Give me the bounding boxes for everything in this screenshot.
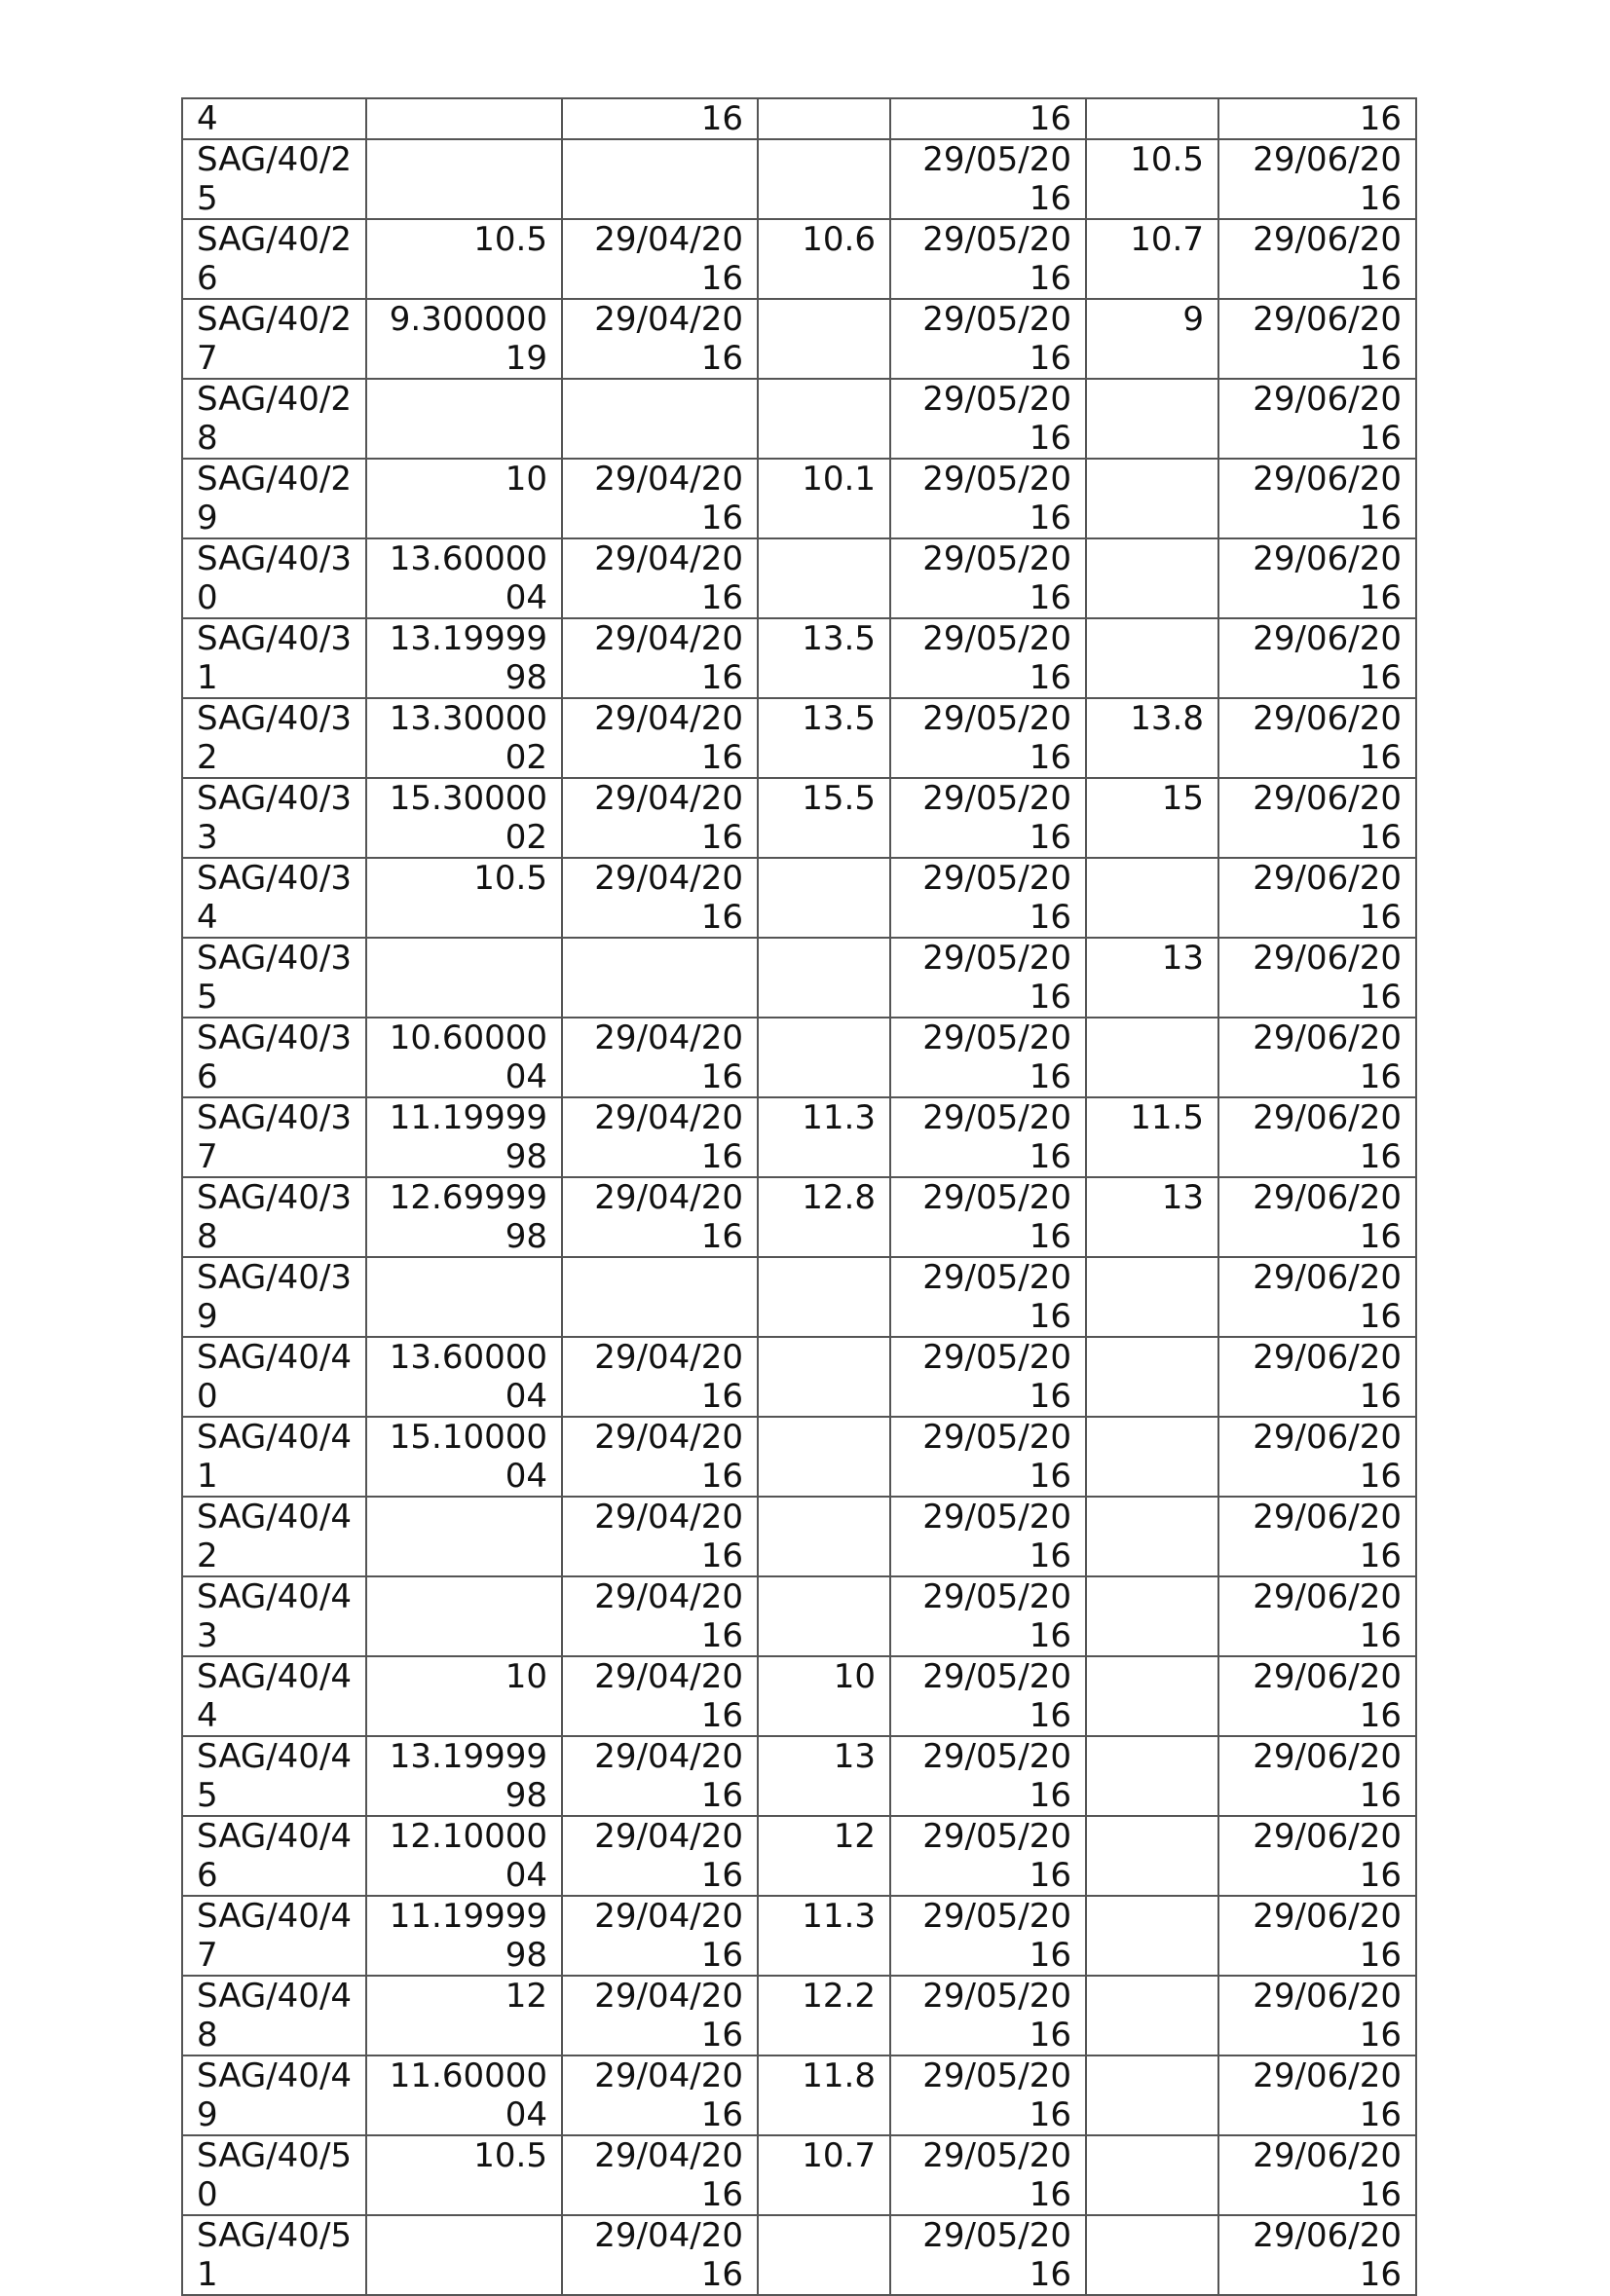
june-date-cell: 29/06/20 16 <box>1218 1976 1416 2055</box>
sample-id-cell: SAG/40/4 4 <box>182 1656 366 1736</box>
june-date-cell: 29/06/20 16 <box>1218 1097 1416 1177</box>
sample-id-cell: SAG/40/5 1 <box>182 2215 366 2295</box>
may-date-cell: 29/05/20 16 <box>890 1337 1086 1417</box>
june-date-cell: 29/06/20 16 <box>1218 938 1416 1018</box>
april-date-cell: 29/04/20 16 <box>562 1337 758 1417</box>
sample-id-cell: SAG/40/3 2 <box>182 698 366 778</box>
sample-id-cell: SAG/40/2 9 <box>182 459 366 538</box>
june-date-cell: 29/06/20 16 <box>1218 2215 1416 2295</box>
june-date-cell: 29/06/20 16 <box>1218 1896 1416 1976</box>
april-date-cell: 16 <box>562 98 758 139</box>
table-row <box>182 379 1416 459</box>
may-value-cell: 10.1 <box>758 459 890 538</box>
may-value-cell <box>758 98 890 139</box>
april-value-cell <box>366 1576 562 1656</box>
sample-id-cell: SAG/40/4 9 <box>182 2055 366 2135</box>
april-date-cell: 29/04/20 16 <box>562 459 758 538</box>
april-value-cell: 12 <box>366 1976 562 2055</box>
sample-id-cell: SAG/40/4 2 <box>182 1497 366 1576</box>
april-date-cell: 29/04/20 16 <box>562 1816 758 1896</box>
june-date-cell: 29/06/20 16 <box>1218 1177 1416 1257</box>
april-date-cell: 29/04/20 16 <box>562 1656 758 1736</box>
june-date-cell: 29/06/20 16 <box>1218 1417 1416 1497</box>
april-date-cell: 29/04/20 16 <box>562 1417 758 1497</box>
june-value-cell <box>1086 1417 1218 1497</box>
june-value-cell <box>1086 2135 1218 2215</box>
april-value-cell <box>366 139 562 219</box>
table-row <box>182 1018 1416 1097</box>
june-date-cell: 29/06/20 16 <box>1218 778 1416 858</box>
june-date-cell: 29/06/20 16 <box>1218 1736 1416 1816</box>
may-date-cell: 29/05/20 16 <box>890 858 1086 938</box>
april-value-cell: 13.19999 98 <box>366 1736 562 1816</box>
may-value-cell <box>758 139 890 219</box>
june-date-cell: 29/06/20 16 <box>1218 858 1416 938</box>
april-value-cell <box>366 938 562 1018</box>
table-row <box>182 1177 1416 1257</box>
may-value-cell: 12.2 <box>758 1976 890 2055</box>
june-value-cell: 9 <box>1086 299 1218 379</box>
april-date-cell <box>562 938 758 1018</box>
sample-id-cell: SAG/40/3 1 <box>182 618 366 698</box>
april-date-cell: 29/04/20 16 <box>562 778 758 858</box>
june-value-cell <box>1086 379 1218 459</box>
sample-id-cell: SAG/40/4 8 <box>182 1976 366 2055</box>
april-date-cell <box>562 139 758 219</box>
april-date-cell: 29/04/20 16 <box>562 618 758 698</box>
sample-id-cell: SAG/40/4 5 <box>182 1736 366 1816</box>
may-value-cell: 12 <box>758 1816 890 1896</box>
april-date-cell: 29/04/20 16 <box>562 2135 758 2215</box>
april-value-cell <box>366 1257 562 1337</box>
may-value-cell <box>758 1337 890 1417</box>
april-date-cell: 29/04/20 16 <box>562 2215 758 2295</box>
table-row <box>182 2055 1416 2135</box>
april-value-cell: 10.5 <box>366 2135 562 2215</box>
sample-id-cell: SAG/40/4 3 <box>182 1576 366 1656</box>
may-value-cell <box>758 538 890 618</box>
april-date-cell: 29/04/20 16 <box>562 1018 758 1097</box>
june-date-cell: 29/06/20 16 <box>1218 1497 1416 1576</box>
april-value-cell: 11.19999 98 <box>366 1097 562 1177</box>
may-value-cell: 13.5 <box>758 618 890 698</box>
sample-id-cell: SAG/40/4 7 <box>182 1896 366 1976</box>
april-date-cell: 29/04/20 16 <box>562 1097 758 1177</box>
june-value-cell: 10.7 <box>1086 219 1218 299</box>
may-date-cell: 29/05/20 16 <box>890 299 1086 379</box>
june-date-cell: 29/06/20 16 <box>1218 538 1416 618</box>
sample-id-cell: 4 <box>182 98 366 139</box>
sample-id-cell: SAG/40/2 8 <box>182 379 366 459</box>
april-value-cell: 15.10000 04 <box>366 1417 562 1497</box>
june-value-cell <box>1086 1337 1218 1417</box>
june-date-cell: 29/06/20 16 <box>1218 1018 1416 1097</box>
april-value-cell: 15.30000 02 <box>366 778 562 858</box>
april-value-cell: 12.69999 98 <box>366 1177 562 1257</box>
june-value-cell: 15 <box>1086 778 1218 858</box>
sample-id-cell: SAG/40/3 5 <box>182 938 366 1018</box>
may-value-cell <box>758 1497 890 1576</box>
sample-id-cell: SAG/40/3 6 <box>182 1018 366 1097</box>
june-value-cell <box>1086 1816 1218 1896</box>
may-date-cell: 29/05/20 16 <box>890 698 1086 778</box>
april-date-cell <box>562 1257 758 1337</box>
may-date-cell: 29/05/20 16 <box>890 1896 1086 1976</box>
june-date-cell: 16 <box>1218 98 1416 139</box>
april-value-cell: 11.19999 98 <box>366 1896 562 1976</box>
table-row <box>182 1097 1416 1177</box>
june-value-cell: 13 <box>1086 1177 1218 1257</box>
may-date-cell: 29/05/20 16 <box>890 2055 1086 2135</box>
june-date-cell: 29/06/20 16 <box>1218 299 1416 379</box>
june-value-cell <box>1086 1896 1218 1976</box>
may-value-cell: 11.3 <box>758 1896 890 1976</box>
table-row <box>182 778 1416 858</box>
may-date-cell: 29/05/20 16 <box>890 1097 1086 1177</box>
june-value-cell <box>1086 1656 1218 1736</box>
june-value-cell <box>1086 1976 1218 2055</box>
sample-id-cell: SAG/40/2 7 <box>182 299 366 379</box>
april-value-cell: 9.300000 19 <box>366 299 562 379</box>
june-value-cell <box>1086 1576 1218 1656</box>
may-value-cell: 11.3 <box>758 1097 890 1177</box>
april-date-cell: 29/04/20 16 <box>562 299 758 379</box>
may-value-cell <box>758 1018 890 1097</box>
june-value-cell <box>1086 858 1218 938</box>
may-value-cell <box>758 2215 890 2295</box>
sample-id-cell: SAG/40/3 9 <box>182 1257 366 1337</box>
sample-id-cell: SAG/40/2 5 <box>182 139 366 219</box>
april-value-cell <box>366 2215 562 2295</box>
april-date-cell: 29/04/20 16 <box>562 2055 758 2135</box>
april-value-cell: 13.30000 02 <box>366 698 562 778</box>
sample-id-cell: SAG/40/4 1 <box>182 1417 366 1497</box>
june-value-cell <box>1086 1497 1218 1576</box>
sample-id-cell: SAG/40/3 3 <box>182 778 366 858</box>
sample-id-cell: SAG/40/4 0 <box>182 1337 366 1417</box>
may-value-cell: 10.7 <box>758 2135 890 2215</box>
april-value-cell <box>366 379 562 459</box>
may-value-cell: 13 <box>758 1736 890 1816</box>
table-row <box>182 459 1416 538</box>
april-value-cell <box>366 98 562 139</box>
may-date-cell: 29/05/20 16 <box>890 1417 1086 1497</box>
june-date-cell: 29/06/20 16 <box>1218 459 1416 538</box>
may-date-cell: 29/05/20 16 <box>890 1497 1086 1576</box>
june-value-cell <box>1086 618 1218 698</box>
may-date-cell: 29/05/20 16 <box>890 618 1086 698</box>
may-date-cell: 29/05/20 16 <box>890 2215 1086 2295</box>
may-date-cell: 16 <box>890 98 1086 139</box>
april-date-cell: 29/04/20 16 <box>562 698 758 778</box>
june-value-cell: 10.5 <box>1086 139 1218 219</box>
may-date-cell: 29/05/20 16 <box>890 1257 1086 1337</box>
april-date-cell: 29/04/20 16 <box>562 1576 758 1656</box>
table-row <box>182 1896 1416 1976</box>
june-date-cell: 29/06/20 16 <box>1218 618 1416 698</box>
may-value-cell <box>758 1257 890 1337</box>
table-row <box>182 618 1416 698</box>
june-date-cell: 29/06/20 16 <box>1218 1337 1416 1417</box>
june-value-cell <box>1086 1736 1218 1816</box>
may-date-cell: 29/05/20 16 <box>890 2135 1086 2215</box>
april-value-cell: 10.5 <box>366 219 562 299</box>
table-row <box>182 219 1416 299</box>
april-value-cell: 11.60000 04 <box>366 2055 562 2135</box>
april-date-cell: 29/04/20 16 <box>562 1736 758 1816</box>
may-value-cell: 15.5 <box>758 778 890 858</box>
may-value-cell <box>758 1576 890 1656</box>
table-row <box>182 538 1416 618</box>
table-body <box>182 98 1416 2295</box>
may-date-cell: 29/05/20 16 <box>890 1816 1086 1896</box>
table-row <box>182 139 1416 219</box>
may-date-cell: 29/05/20 16 <box>890 1736 1086 1816</box>
june-value-cell <box>1086 98 1218 139</box>
april-value-cell: 13.60000 04 <box>366 538 562 618</box>
may-value-cell <box>758 299 890 379</box>
table-row <box>182 1976 1416 2055</box>
may-date-cell: 29/05/20 16 <box>890 459 1086 538</box>
june-value-cell <box>1086 2055 1218 2135</box>
april-date-cell <box>562 379 758 459</box>
june-date-cell: 29/06/20 16 <box>1218 379 1416 459</box>
june-value-cell: 11.5 <box>1086 1097 1218 1177</box>
april-value-cell: 10.60000 04 <box>366 1018 562 1097</box>
april-date-cell: 29/04/20 16 <box>562 858 758 938</box>
april-value-cell: 13.60000 04 <box>366 1337 562 1417</box>
april-date-cell: 29/04/20 16 <box>562 1976 758 2055</box>
june-value-cell <box>1086 2215 1218 2295</box>
june-date-cell: 29/06/20 16 <box>1218 2135 1416 2215</box>
june-date-cell: 29/06/20 16 <box>1218 698 1416 778</box>
june-value-cell <box>1086 459 1218 538</box>
may-date-cell: 29/05/20 16 <box>890 1177 1086 1257</box>
table-row <box>182 1816 1416 1896</box>
table-row <box>182 698 1416 778</box>
table-row <box>182 1656 1416 1736</box>
april-value-cell: 10.5 <box>366 858 562 938</box>
may-date-cell: 29/05/20 16 <box>890 379 1086 459</box>
table-row <box>182 2215 1416 2295</box>
june-date-cell: 29/06/20 16 <box>1218 1576 1416 1656</box>
table-row <box>182 98 1416 139</box>
may-date-cell: 29/05/20 16 <box>890 938 1086 1018</box>
sample-id-cell: SAG/40/3 0 <box>182 538 366 618</box>
may-value-cell: 12.8 <box>758 1177 890 1257</box>
table-row <box>182 299 1416 379</box>
april-value-cell: 12.10000 04 <box>366 1816 562 1896</box>
measurement-table <box>181 97 1417 2296</box>
table-row <box>182 938 1416 1018</box>
table-row <box>182 1736 1416 1816</box>
april-date-cell: 29/04/20 16 <box>562 1497 758 1576</box>
june-value-cell: 13 <box>1086 938 1218 1018</box>
april-date-cell: 29/04/20 16 <box>562 1896 758 1976</box>
table-row <box>182 858 1416 938</box>
april-value-cell: 13.19999 98 <box>366 618 562 698</box>
may-date-cell: 29/05/20 16 <box>890 139 1086 219</box>
may-value-cell: 10 <box>758 1656 890 1736</box>
june-date-cell: 29/06/20 16 <box>1218 219 1416 299</box>
april-date-cell: 29/04/20 16 <box>562 538 758 618</box>
table-row <box>182 1337 1416 1417</box>
sample-id-cell: SAG/40/3 7 <box>182 1097 366 1177</box>
june-date-cell: 29/06/20 16 <box>1218 1816 1416 1896</box>
june-date-cell: 29/06/20 16 <box>1218 139 1416 219</box>
june-date-cell: 29/06/20 16 <box>1218 2055 1416 2135</box>
april-value-cell <box>366 1497 562 1576</box>
may-value-cell: 13.5 <box>758 698 890 778</box>
june-date-cell: 29/06/20 16 <box>1218 1656 1416 1736</box>
table-row <box>182 2135 1416 2215</box>
sample-id-cell: SAG/40/2 6 <box>182 219 366 299</box>
may-value-cell <box>758 858 890 938</box>
table-row <box>182 1497 1416 1576</box>
may-date-cell: 29/05/20 16 <box>890 219 1086 299</box>
may-value-cell <box>758 1417 890 1497</box>
may-date-cell: 29/05/20 16 <box>890 538 1086 618</box>
june-value-cell <box>1086 538 1218 618</box>
june-value-cell <box>1086 1257 1218 1337</box>
may-date-cell: 29/05/20 16 <box>890 1576 1086 1656</box>
april-value-cell: 10 <box>366 459 562 538</box>
may-date-cell: 29/05/20 16 <box>890 1656 1086 1736</box>
table-row <box>182 1257 1416 1337</box>
may-date-cell: 29/05/20 16 <box>890 1976 1086 2055</box>
june-value-cell: 13.8 <box>1086 698 1218 778</box>
table-row <box>182 1576 1416 1656</box>
april-date-cell: 29/04/20 16 <box>562 219 758 299</box>
sample-id-cell: SAG/40/4 6 <box>182 1816 366 1896</box>
sample-id-cell: SAG/40/3 8 <box>182 1177 366 1257</box>
june-date-cell: 29/06/20 16 <box>1218 1257 1416 1337</box>
may-value-cell <box>758 938 890 1018</box>
may-date-cell: 29/05/20 16 <box>890 778 1086 858</box>
april-value-cell: 10 <box>366 1656 562 1736</box>
table-row <box>182 1417 1416 1497</box>
april-date-cell: 29/04/20 16 <box>562 1177 758 1257</box>
may-value-cell: 11.8 <box>758 2055 890 2135</box>
sample-id-cell: SAG/40/5 0 <box>182 2135 366 2215</box>
may-value-cell <box>758 379 890 459</box>
sample-id-cell: SAG/40/3 4 <box>182 858 366 938</box>
may-date-cell: 29/05/20 16 <box>890 1018 1086 1097</box>
june-value-cell <box>1086 1018 1218 1097</box>
may-value-cell: 10.6 <box>758 219 890 299</box>
